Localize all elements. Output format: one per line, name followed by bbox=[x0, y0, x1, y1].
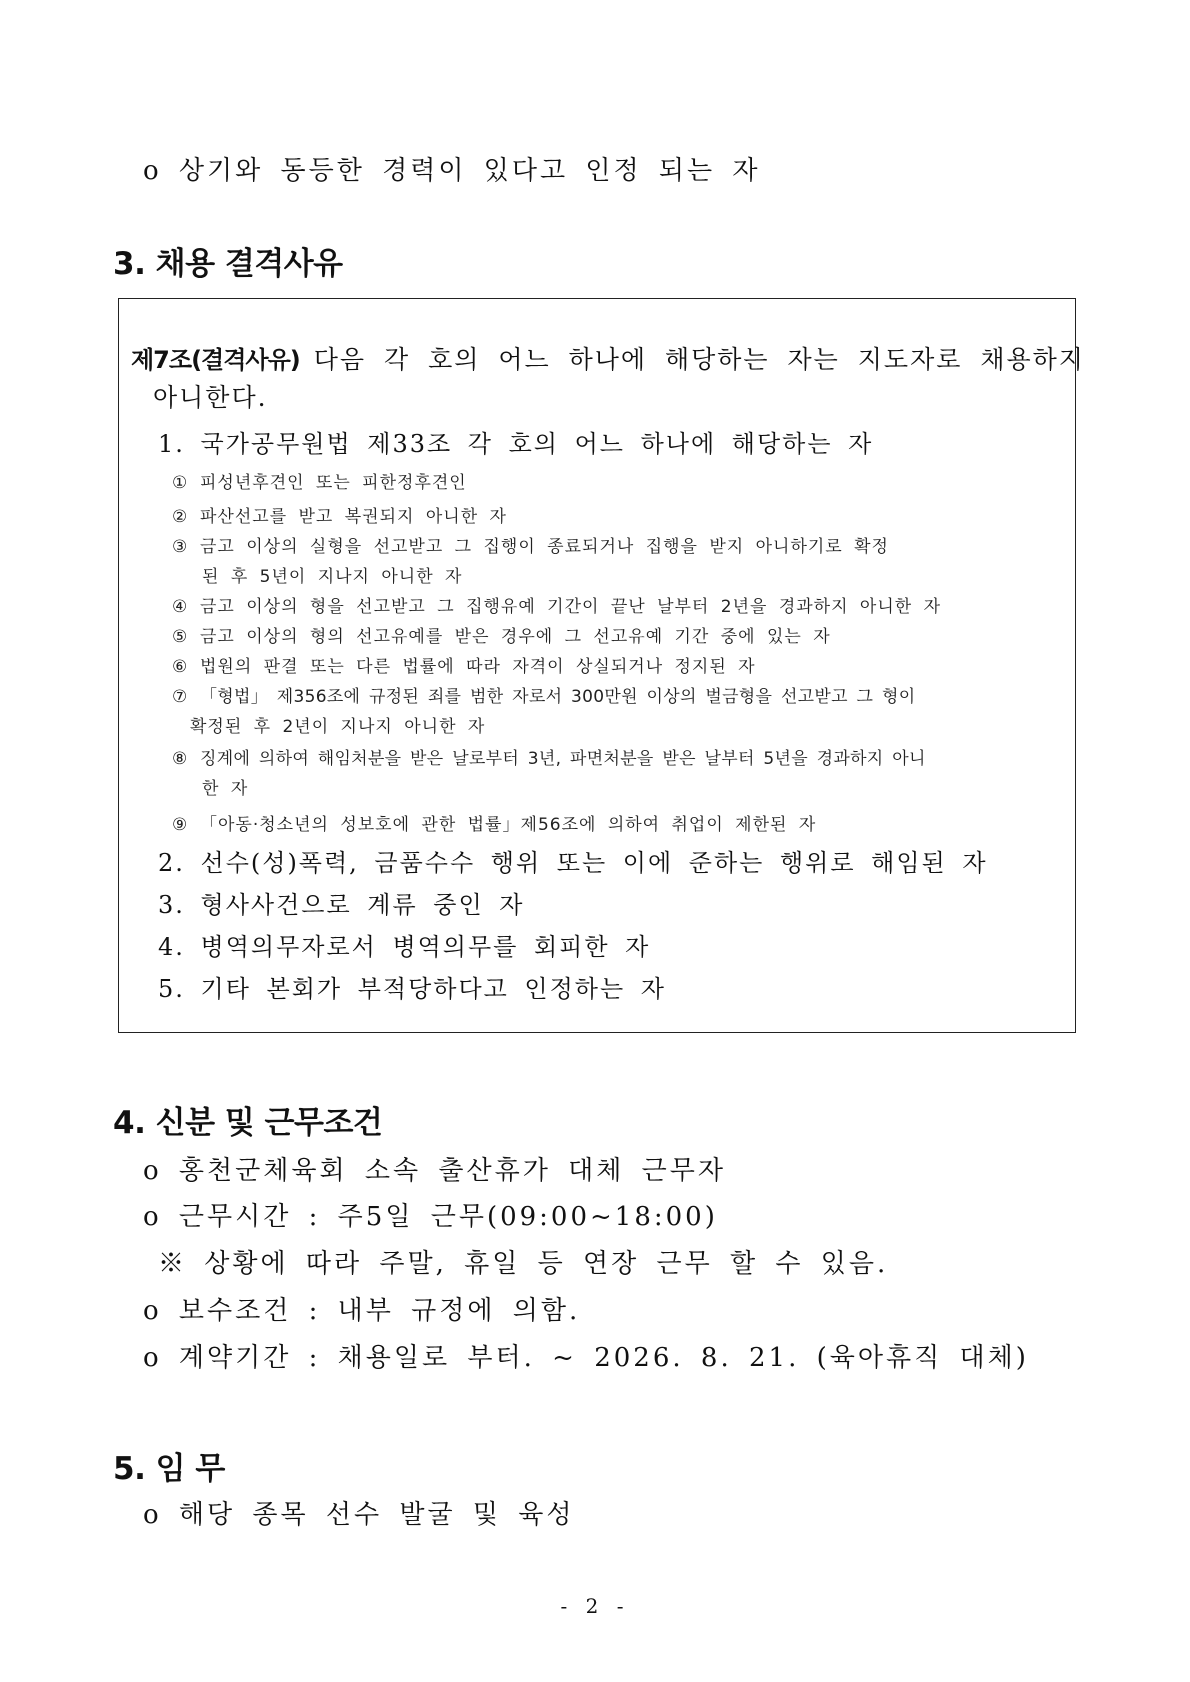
section-3-heading: 3. 채용 결격사유 bbox=[113, 246, 343, 282]
contract-period: o 계약기간 : 채용일로 부터. ~ 2026. 8. 21. (육아휴직 대체) bbox=[143, 1343, 1029, 1373]
sub-item-3-continued: 된 후 5년이 지나지 아니한 자 bbox=[202, 567, 463, 587]
sub-item-8: ⑧ 징계에 의하여 해임처분을 받은 날로부터 3년, 파면처분을 받은 날부터 5년을 경과하지 아니 bbox=[172, 749, 926, 769]
sub-item-5: ⑤ 금고 이상의 형의 선고유예를 받은 경우에 그 선고유예 기간 중에 있는 자 bbox=[172, 627, 831, 647]
employment-type: o 홍천군체육회 소속 출산휴가 대체 근무자 bbox=[143, 1156, 726, 1186]
sub-item-1: ① 피성년후견인 또는 피한정후견인 bbox=[172, 473, 467, 493]
working-hours: o 근무시간 : 주5일 근무(09:00~18:00) bbox=[143, 1202, 718, 1232]
qualification-item: o 상기와 동등한 경력이 있다고 인정 되는 자 bbox=[143, 156, 761, 186]
sub-item-8-continued: 한 자 bbox=[202, 779, 249, 799]
section-4-heading: 4. 신분 및 근무조건 bbox=[113, 1105, 383, 1141]
disqualification-item-5: 5. 기타 본회가 부적당하다고 인정하는 자 bbox=[158, 975, 666, 1003]
sub-item-9: ⑨ 「아동·청소년의 성보호에 관한 법률」제56조에 의하여 취업이 제한된 자 bbox=[172, 815, 817, 835]
article-text-1: 다음 각 호의 어느 하나에 해당하는 자는 지도자로 채용하지 bbox=[313, 345, 1085, 374]
sub-item-6: ⑥ 법원의 판결 또는 다른 법률에 따라 자격이 상실되거나 정지된 자 bbox=[172, 657, 756, 677]
sub-item-3: ③ 금고 이상의 실형을 선고받고 그 집행이 종료되거나 집행을 받지 아니하기로 확정 bbox=[172, 537, 889, 557]
sub-item-2: ② 파산선고를 받고 복권되지 아니한 자 bbox=[172, 507, 507, 527]
salary-terms: o 보수조건 : 내부 규정에 의함. bbox=[143, 1296, 581, 1326]
page-number: - 2 - bbox=[560, 1594, 630, 1618]
article-text-2: 아니한다. bbox=[153, 383, 268, 412]
section-5-heading: 5. 임 무 bbox=[113, 1451, 225, 1487]
disqualification-item-3: 3. 형사사건으로 계류 중인 자 bbox=[158, 891, 525, 919]
sub-item-7-continued: 확정된 후 2년이 지나지 아니한 자 bbox=[190, 717, 486, 737]
article-7-first-line bbox=[131, 340, 1085, 376]
disqualification-item-2: 2. 선수(성)폭력, 금품수수 행위 또는 이에 준하는 행위로 해임된 자 bbox=[158, 849, 988, 877]
disqualification-item-1: 1. 국가공무원법 제33조 각 호의 어느 하나에 해당하는 자 bbox=[158, 430, 874, 458]
disqualification-item-4: 4. 병역의무자로서 병역의무를 회피한 자 bbox=[158, 933, 651, 961]
sub-item-7: ⑦ 「형법」 제356조에 규정된 죄를 범한 자로서 300만원 이상의 벌금형을 선고받고 그 형이 bbox=[172, 687, 916, 707]
sub-item-4: ④ 금고 이상의 형을 선고받고 그 집행유예 기간이 끝난 날부터 2년을 경과하지 아니한 자 bbox=[172, 597, 942, 617]
article-title: 제7조(결격사유) bbox=[131, 346, 300, 374]
working-hours-note: ※ 상황에 따라 주말, 휴일 등 연장 근무 할 수 있음. bbox=[158, 1249, 889, 1279]
duty-item: o 해당 종목 선수 발굴 및 육성 bbox=[143, 1500, 575, 1530]
